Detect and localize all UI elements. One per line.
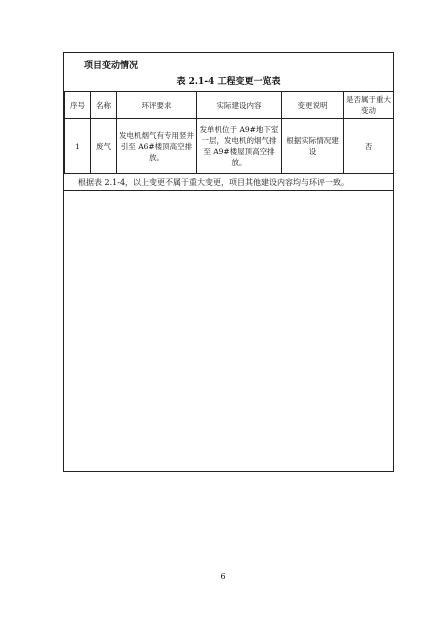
column-header-actual: 实际建设内容 xyxy=(197,92,282,119)
table-title: 表 2.1-4 工程变更一览表 xyxy=(176,77,281,87)
cell-major: 否 xyxy=(344,119,394,174)
column-header-name: 名称 xyxy=(91,92,117,119)
page-number: 6 xyxy=(220,572,226,581)
cell-name: 废气 xyxy=(91,119,117,174)
conclusion-text: 根据表 2.1-4，以上变更不属于重大变更，项目其他建设内容均与环评一致。 xyxy=(64,176,393,191)
cell-actual: 发单机位于 A9#地下室一层，发电机的烟气排至 A9#楼屋顶高空排放。 xyxy=(197,119,282,174)
cell-note: 根据实际情况建设 xyxy=(282,119,344,174)
document-frame xyxy=(63,52,394,472)
change-table xyxy=(64,91,394,174)
cell-no: 1 xyxy=(65,119,91,174)
table-row xyxy=(65,119,394,174)
cell-eia: 发电机烟气有专用竖井引至 A6#楼顶高空排放。 xyxy=(117,119,197,174)
column-header-no: 序号 xyxy=(65,92,91,119)
column-header-eia: 环评要求 xyxy=(117,92,197,119)
table-header-row xyxy=(65,92,394,119)
section-title: 项目变动情况 xyxy=(84,61,139,71)
column-header-note: 变更说明 xyxy=(282,92,344,119)
column-header-major: 是否属于重大变动 xyxy=(344,92,394,119)
